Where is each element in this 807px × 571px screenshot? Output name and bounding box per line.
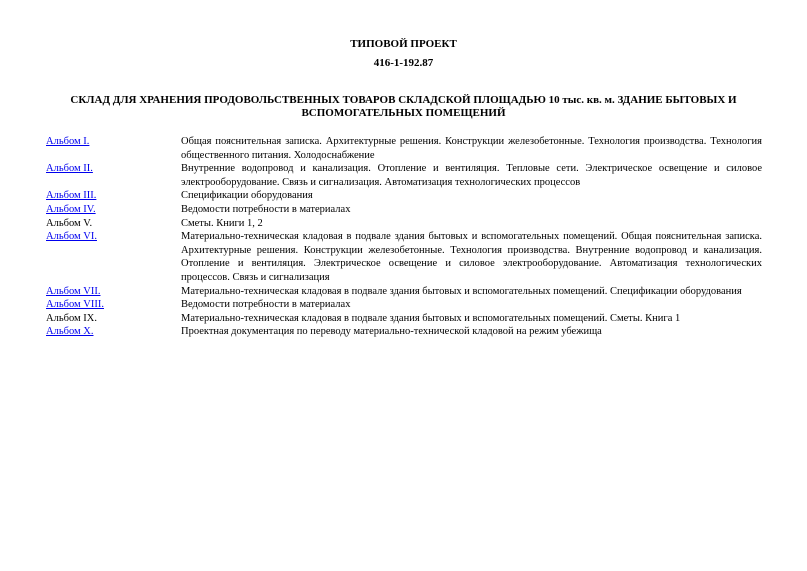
album-description: Сметы. Книги 1, 2 [181, 217, 263, 229]
album-name: Альбом IX. [46, 312, 97, 324]
album-link[interactable]: Альбом I. [46, 136, 90, 147]
album-row [46, 285, 762, 299]
album-name-cell [46, 189, 181, 203]
album-name-cell [46, 230, 181, 284]
album-row [46, 325, 762, 339]
album-link[interactable]: Альбом VIII. [46, 299, 104, 311]
album-link[interactable]: Альбом VII. [46, 285, 101, 297]
album-link[interactable]: Альбом IV. [46, 203, 96, 215]
album-link[interactable]: Альбом III. [46, 190, 97, 202]
album-name-cell [46, 203, 181, 217]
album-description: Ведомости потребности в материалах [181, 203, 351, 215]
album-description: Спецификации оборудования [181, 190, 313, 202]
album-description: Ведомости потребности в материалах [181, 299, 351, 311]
album-name-cell [46, 135, 181, 162]
album-row [46, 189, 762, 203]
album-row [46, 230, 762, 284]
album-row [46, 217, 762, 231]
album-description: Материально-техническая кладовая в подвале здания бытовых и вспомогательных помещений. Сметы. Книга 1 [181, 312, 681, 324]
album-description: Материально-техническая кладовая в подвале здания бытовых и вспомогательных помещений. Общая пояснительная записка. Архитектурные решения. Конструкции железобетонные. Технология производства. Внутренние водопровод и канализация. Отопление и вентиляция. Электрическое освещение и силовое электрооборудование. Автоматизация технологических процессов. Связь и сигнализация [181, 231, 762, 283]
album-name-cell [46, 285, 181, 299]
album-description: Общая пояснительная записка. Архитектурные решения. Конструкции железобетонные. Технология производства. Технология общественного питания. Холодоснабжение [181, 136, 762, 161]
album-row [46, 203, 762, 217]
album-name-cell [46, 162, 181, 189]
albums-list [46, 135, 762, 339]
album-row [46, 135, 762, 162]
album-name-cell [46, 325, 181, 339]
project-code-heading: 416-1-192.87 [373, 57, 434, 69]
album-link[interactable]: Альбом VI. [46, 231, 97, 243]
album-link[interactable]: Альбом II. [46, 163, 93, 175]
album-name: Альбом V. [46, 217, 93, 229]
album-description: Внутренние водопровод и канализация. Отопление и вентиляция. Тепловые сети. Электрическое освещение и силовое электрооборудование. Связь и сигнализация. Автоматизация технологических процессов [181, 163, 762, 188]
album-description: Материально-техническая кладовая в подвале здания бытовых и вспомогательных помещений. Спецификации оборудования [181, 285, 742, 297]
album-name-cell [46, 298, 181, 312]
album-row [46, 312, 762, 326]
album-link[interactable]: Альбом X. [46, 326, 94, 338]
album-name-cell [46, 217, 181, 231]
album-row [46, 162, 762, 189]
album-description: Проектная документация по переводу материально-технической кладовой на режим убежища [181, 326, 602, 338]
album-row [46, 298, 762, 312]
album-name-cell [46, 312, 181, 326]
document-type-heading: ТИПОВОЙ ПРОЕКТ [350, 38, 457, 50]
project-title-heading: СКЛАД ДЛЯ ХРАНЕНИЯ ПРОДОВОЛЬСТВЕННЫХ ТОВАРОВ СКЛАДСКОЙ ПЛОЩАДЬЮ 10 тыс. кв. м. ЗДАНИЕ БЫТОВЫХ И ВСПОМОГАТЕЛЬНЫХ ПОМЕЩЕНИЙ [70, 94, 737, 119]
